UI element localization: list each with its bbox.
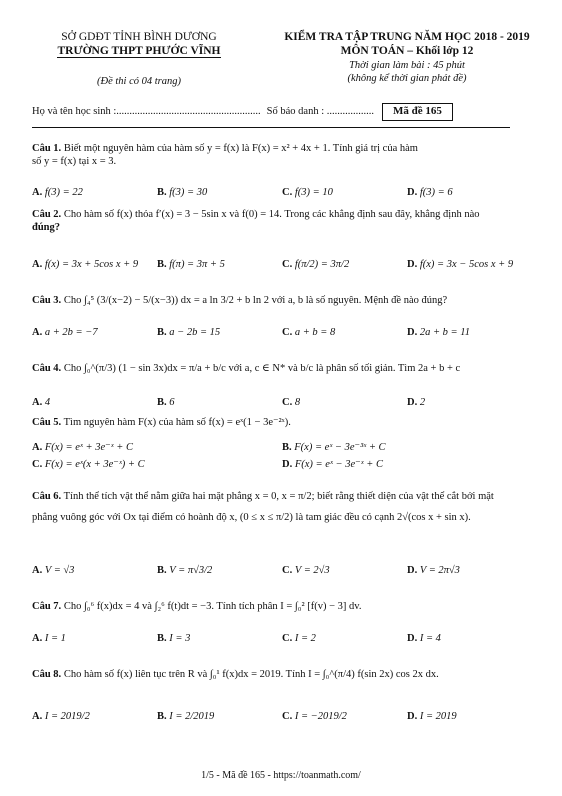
option-c[interactable] (282, 710, 407, 723)
option-value: V = 2π√3 (419, 565, 460, 576)
question-6-options (32, 564, 532, 577)
option-letter: A. (32, 442, 45, 453)
option-letter: D. (282, 459, 295, 470)
option-value: 8 (294, 397, 301, 408)
option-a[interactable] (32, 564, 157, 577)
option-letter: C. (282, 397, 295, 408)
question-8 (32, 668, 532, 681)
option-d[interactable] (407, 258, 532, 271)
student-name-field[interactable]: Họ và tên học sinh :....................................................... (32, 106, 261, 118)
option-value: I = −2019/2 (294, 711, 347, 722)
question-2 (32, 208, 532, 234)
option-a[interactable] (32, 441, 282, 454)
question-label: Câu 5. (32, 417, 62, 428)
option-letter: C. (32, 459, 45, 470)
option-value: I = 1 (44, 633, 66, 644)
question-label: Câu 7. (32, 601, 62, 612)
question-label: Câu 8. (32, 669, 62, 680)
option-c[interactable] (282, 326, 407, 339)
option-value: f(3) = 6 (419, 187, 453, 198)
option-value: V = 2√3 (294, 565, 330, 576)
option-value: f(π) = 3π + 5 (169, 259, 225, 270)
option-b[interactable] (157, 632, 282, 645)
option-d[interactable] (407, 186, 532, 199)
option-letter: A. (32, 327, 45, 338)
header-left (14, 30, 264, 88)
option-value: I = 2 (294, 633, 316, 644)
option-a[interactable] (32, 186, 157, 199)
option-value: I = 2019 (419, 711, 457, 722)
option-c[interactable] (282, 564, 407, 577)
question-label: Câu 1. (32, 143, 62, 154)
option-value: F(x) = eˣ + 3e⁻ˣ + C (44, 442, 133, 453)
option-c[interactable] (282, 396, 407, 409)
option-letter: B. (157, 565, 170, 576)
question-6 (32, 486, 532, 528)
option-letter: B. (157, 397, 170, 408)
option-value: I = 2019/2 (44, 711, 90, 722)
subject-line: MÔN TOÁN – Khối lớp 12 (340, 45, 474, 58)
option-letter: D. (407, 711, 420, 722)
option-letter: D. (407, 327, 420, 338)
question-2-options (32, 258, 532, 271)
option-letter: A. (32, 711, 45, 722)
header-divider (32, 127, 510, 128)
department-name: SỞ GDĐT TỈNH BÌNH DƯƠNG (61, 31, 217, 43)
question-label: Câu 6. (32, 491, 62, 502)
option-letter: C. (282, 187, 295, 198)
option-letter: C. (282, 711, 295, 722)
question-5-options-row1 (32, 441, 532, 454)
option-letter: B. (282, 442, 295, 453)
option-value: f(x) = 3x + 5cos x + 9 (44, 259, 139, 270)
option-d[interactable] (407, 326, 532, 339)
option-d[interactable] (407, 396, 532, 409)
option-value: I = 3 (169, 633, 191, 644)
question-label: Câu 4. (32, 363, 62, 374)
option-value: 2 (419, 397, 426, 408)
question-4 (32, 362, 532, 375)
option-c[interactable] (282, 258, 407, 271)
question-text: Cho ∫₀⁶ f(x)dx = 4 và ∫₂⁶ f(t)dt = −3. Tính tích phân I = ∫₀² [f(v) − 3] dv. (63, 601, 362, 612)
option-c[interactable] (282, 632, 407, 645)
option-value: f(3) = 10 (294, 187, 333, 198)
question-text: Cho ∫₄⁵ (3/(x−2) − 5/(x−3)) dx = a ln 3/2 + b ln 2 với a, b là số nguyên. Mệnh đề nào đúng? (63, 295, 448, 306)
page-footer: 1/5 - Mã đề 165 - https://toanmath.com/ (201, 770, 361, 781)
question-text: Cho ∫₀^(π/3) (1 − sin 3x)dx = π/a + b/c với a, c ∈ N* và b/c là phân số tối giản. Tìm 2a + b + c (63, 363, 461, 374)
option-letter: D. (407, 633, 420, 644)
option-b[interactable] (282, 441, 532, 454)
option-c[interactable] (32, 458, 282, 471)
header-right (262, 30, 552, 85)
option-d[interactable] (407, 710, 532, 723)
student-info-row (32, 103, 534, 121)
option-a[interactable] (32, 710, 157, 723)
student-id-field[interactable]: Số báo danh : .................. (266, 106, 374, 118)
option-b[interactable] (157, 186, 282, 199)
option-value: 4 (44, 397, 51, 408)
option-letter: B. (157, 633, 170, 644)
question-1-options (32, 186, 532, 199)
option-letter: B. (157, 327, 170, 338)
option-b[interactable] (157, 258, 282, 271)
question-8-options (32, 710, 532, 723)
option-letter: D. (407, 397, 420, 408)
option-b[interactable] (157, 326, 282, 339)
option-value: a + b = 8 (294, 327, 336, 338)
page-count: (Đề thi có 04 trang) (97, 75, 181, 87)
option-letter: A. (32, 397, 45, 408)
time-limit: Thời gian làm bài : 45 phút (349, 59, 465, 71)
question-3-options (32, 326, 532, 339)
exam-title: KIỂM TRA TẬP TRUNG NĂM HỌC 2018 - 2019 (284, 31, 530, 43)
option-letter: B. (157, 259, 170, 270)
option-value: 2a + b = 11 (419, 327, 470, 338)
question-7 (32, 600, 532, 613)
option-letter: C. (282, 259, 295, 270)
option-letter: C. (282, 565, 295, 576)
option-letter: D. (407, 565, 420, 576)
question-text: Cho hàm số f(x) liên tục trên R và ∫₀¹ f(x)dx = 2019. Tính I = ∫₀^(π/4) f(sin 2x) cos 2x dx. (63, 669, 439, 680)
option-letter: A. (32, 187, 45, 198)
option-value: f(3) = 22 (44, 187, 83, 198)
question-text-cont: số y = f(x) tại x = 3. (32, 156, 117, 168)
question-text: Tìm nguyên hàm F(x) của hàm số f(x) = eˣ(1 − 3e⁻²ˣ). (63, 417, 291, 428)
option-letter: A. (32, 565, 45, 576)
option-value: F(x) = eˣ − 3e⁻³ˣ + C (294, 442, 386, 453)
option-a[interactable] (32, 258, 157, 271)
option-a[interactable] (32, 396, 157, 409)
option-letter: A. (32, 633, 45, 644)
option-value: a − 2b = 15 (169, 327, 221, 338)
time-note: (không kể thời gian phát đề) (347, 72, 467, 84)
exam-code-box: Mã đề 165 (382, 103, 453, 121)
question-label: Câu 3. (32, 295, 62, 306)
option-d[interactable] (282, 458, 532, 471)
option-value: f(π/2) = 3π/2 (294, 259, 350, 270)
question-5 (32, 416, 532, 429)
option-value: V = π√3/2 (169, 565, 213, 576)
question-label: Câu 2. (32, 209, 62, 220)
option-b[interactable] (157, 396, 282, 409)
option-letter: C. (282, 633, 295, 644)
option-letter: B. (157, 711, 170, 722)
option-b[interactable] (157, 710, 282, 723)
option-letter: C. (282, 327, 295, 338)
option-letter: B. (157, 187, 170, 198)
question-text: Cho hàm số f(x) thỏa f′(x) = 3 − 5sin x và f(0) = 14. Trong các khẳng định sau đây, khẳng định nào (63, 209, 480, 220)
question-7-options (32, 632, 532, 645)
option-letter: A. (32, 259, 45, 270)
question-5-options-row2 (32, 458, 532, 471)
option-a[interactable] (32, 326, 157, 339)
option-value: 6 (169, 397, 175, 408)
option-value: F(x) = eˣ(x + 3e⁻ˣ) + C (44, 459, 145, 470)
option-d[interactable] (407, 564, 532, 577)
option-a[interactable] (32, 632, 157, 645)
option-letter: D. (407, 259, 420, 270)
question-text-cont: phẳng vuông góc với Ox tại điểm có hoành độ x, (0 ≤ x ≤ π/2) là tam giác đều có cạnh 2√(cos x + sin x). (32, 512, 471, 523)
option-b[interactable] (157, 564, 282, 577)
option-c[interactable] (282, 186, 407, 199)
question-text: Tính thể tích vật thể nằm giữa hai mặt phẳng x = 0, x = π/2; biết rằng thiết diện của vật thể cắt bởi mặt (63, 491, 494, 502)
option-d[interactable] (407, 632, 532, 645)
school-name: TRƯỜNG THPT PHƯỚC VĨNH (57, 45, 221, 58)
option-value: f(x) = 3x − 5cos x + 9 (419, 259, 514, 270)
option-letter: D. (407, 187, 420, 198)
question-3 (32, 294, 532, 307)
option-value: V = √3 (44, 565, 75, 576)
option-value: F(x) = eˣ − 3e⁻ˣ + C (294, 459, 383, 470)
question-1 (32, 142, 532, 168)
question-4-options (32, 396, 532, 409)
option-value: I = 2/2019 (169, 711, 215, 722)
option-value: I = 4 (419, 633, 441, 644)
option-value: f(3) = 30 (169, 187, 208, 198)
question-text-cont: đúng? (32, 222, 61, 234)
option-value: a + 2b = −7 (44, 327, 98, 338)
question-text: Biết một nguyên hàm của hàm số y = f(x) là F(x) = x² + 4x + 1. Tính giá trị của hàm (63, 143, 418, 154)
